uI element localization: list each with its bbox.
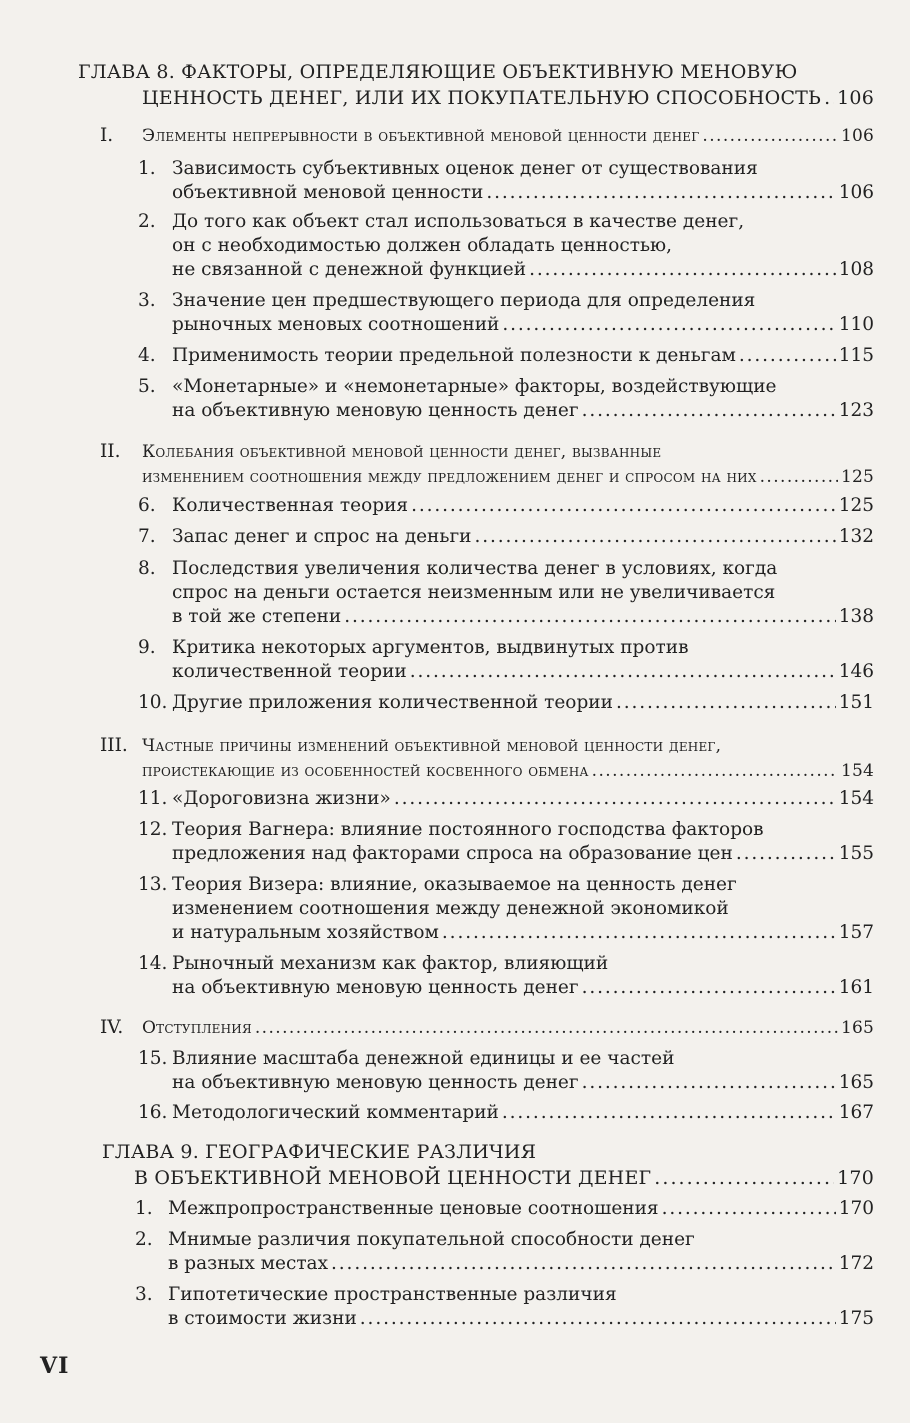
dot-leader — [529, 258, 836, 282]
section-number: 15. — [138, 1048, 168, 1069]
dot-leader — [662, 1197, 836, 1221]
section-11-entry[interactable] — [138, 787, 874, 813]
section-2-entry[interactable] — [138, 210, 874, 286]
section-number: 14. — [138, 953, 168, 974]
dot-leader — [331, 1252, 836, 1276]
entry-title-line: Рыночный механизм как фактор, влияющий — [172, 953, 609, 974]
part-number: I. — [100, 125, 114, 146]
section-4-entry[interactable] — [138, 344, 874, 370]
section-number: 1. — [138, 158, 156, 179]
page-number: 172 — [838, 1253, 874, 1274]
dot-leader — [486, 181, 835, 205]
entry-title-line: Частные причины изменений объективной меновой ценности денег, — [142, 736, 722, 756]
section-12-entry[interactable] — [138, 818, 874, 870]
entry-title-line: в стоимости жизни — [168, 1308, 357, 1329]
entry-title-line: «Монетарные» и «немонетарные» факторы, воздействующие — [172, 376, 777, 397]
section-number: 6. — [138, 495, 156, 516]
entry-title-line: Другие приложения количественной теории — [172, 692, 613, 713]
page-number: 155 — [838, 843, 874, 864]
section-9-entry[interactable] — [138, 636, 874, 688]
entry-title-line: Межпропространственные ценовые соотношения — [168, 1198, 659, 1219]
dot-leader — [824, 86, 834, 110]
dot-leader — [616, 691, 836, 715]
chapter-title-line: ГЛАВА 8. ФАКТОРЫ, ОПРЕДЕЛЯЮЩИЕ ОБЪЕКТИВНУЮ МЕНОВУЮ — [78, 61, 798, 83]
dot-leader — [411, 494, 836, 518]
dot-leader — [502, 313, 835, 337]
page-number: 123 — [838, 400, 874, 421]
entry-title-line: на объективную меновую ценность денег — [172, 1072, 579, 1093]
chapter-9-heading[interactable] — [102, 1140, 874, 1192]
page-number: 151 — [838, 692, 874, 713]
page-number: 106 — [837, 87, 874, 109]
page-number: 154 — [838, 788, 874, 809]
section-number: 10. — [138, 692, 168, 713]
section-16-entry[interactable] — [138, 1101, 874, 1127]
section-number: 5. — [138, 376, 156, 397]
dot-leader — [702, 124, 838, 148]
page-number: 170 — [837, 1167, 874, 1189]
section-number: 3. — [138, 290, 156, 311]
entry-title-line: проистекающие из особенностей косвенного обмена — [142, 761, 589, 781]
entry-title-line: на объективную меновую ценность денег — [172, 400, 579, 421]
entry-title-line: не связанной с денежной функцией — [172, 259, 527, 280]
section-number: 1. — [135, 1198, 153, 1219]
page-number: 165 — [840, 1018, 874, 1038]
page-number: 161 — [838, 977, 874, 998]
page-number: 132 — [838, 526, 874, 547]
chapter-8-heading[interactable] — [78, 60, 874, 112]
dot-leader — [582, 399, 836, 423]
dot-leader — [654, 1166, 834, 1190]
entry-title-line: изменением соотношения между предложением денег и спросом на них — [142, 467, 757, 487]
section-number: 12. — [138, 819, 168, 840]
page-number: 165 — [838, 1072, 874, 1093]
entry-title-line: изменением соотношения между денежной экономикой — [172, 898, 729, 919]
section-number: 7. — [138, 526, 156, 547]
section-7-entry[interactable] — [138, 525, 874, 551]
entry-title-line: Количественная теория — [172, 495, 409, 516]
dot-leader — [592, 759, 838, 783]
entry-title-line: Зависимость субъективных оценок денег от существования — [172, 158, 758, 179]
section-number: 2. — [135, 1229, 153, 1250]
section-number: 4. — [138, 345, 156, 366]
entry-title-line: в той же степени — [172, 606, 342, 627]
page-number: 154 — [840, 761, 874, 781]
entry-title-line: он с необходимостью должен обладать ценностью, — [172, 235, 673, 256]
entry-title-line: рыночных меновых соотношений — [172, 314, 500, 335]
dot-leader — [360, 1307, 836, 1331]
dot-leader — [736, 842, 836, 866]
entry-title-line: Влияние масштаба денежной единицы и ее частей — [172, 1048, 675, 1069]
entry-title-line: и натуральным хозяйством — [172, 922, 439, 943]
page-number: 125 — [838, 495, 874, 516]
section-14-entry[interactable] — [138, 952, 874, 1004]
entry-title-line: Мнимые различия покупательной способности денег — [168, 1229, 695, 1250]
dot-leader — [502, 1101, 836, 1125]
dot-leader — [739, 344, 836, 368]
dot-leader — [410, 660, 836, 684]
dot-leader — [474, 525, 835, 549]
page-folio: VI — [40, 1353, 70, 1379]
entry-title-line: Критика некоторых аргументов, выдвинутых против — [172, 637, 689, 658]
part-3-entry[interactable] — [100, 734, 874, 784]
page-number: 138 — [838, 606, 874, 627]
chapter-title-line: ГЛАВА 9. ГЕОГРАФИЧЕСКИЕ РАЗЛИЧИЯ — [102, 1141, 537, 1163]
page-number: 106 — [840, 126, 874, 146]
section-number: 13. — [138, 874, 168, 895]
part-number: III. — [100, 735, 128, 756]
page-number: 167 — [838, 1102, 874, 1123]
entry-title-line: Значение цен предшествующего периода для определения — [172, 290, 756, 311]
chapter-title-line: В ОБЪЕКТИВНОЙ МЕНОВОЙ ЦЕННОСТИ ДЕНЕГ — [134, 1167, 652, 1189]
dot-leader — [344, 605, 835, 629]
page-number: 170 — [838, 1198, 874, 1219]
entry-title-line: спрос на деньги остается неизменным или не увеличивается — [172, 582, 776, 603]
section-13-entry[interactable] — [138, 873, 874, 949]
section-1-entry[interactable] — [138, 157, 874, 209]
page-number: 175 — [838, 1308, 874, 1329]
chapter-title-line: ЦЕННОСТЬ ДЕНЕГ, ИЛИ ИХ ПОКУПАТЕЛЬНУЮ СПОСОБНОСТЬ — [142, 87, 822, 109]
entry-title-line: «Дороговизна жизни» — [172, 788, 391, 809]
entry-title-line: До того как объект стал использоваться в качестве денег, — [172, 211, 745, 232]
part-4-entry[interactable] — [100, 1016, 874, 1042]
entry-title-line: Колебания объективной меновой ценности денег, вызванные — [142, 442, 662, 462]
page-number: 125 — [840, 467, 874, 487]
entry-title-line: количественной теории — [172, 661, 407, 682]
part-2-entry[interactable] — [100, 440, 874, 490]
section-number: 2. — [138, 211, 156, 232]
dot-leader — [760, 465, 838, 489]
page-number: 146 — [838, 661, 874, 682]
entry-title-line: Отступления — [142, 1018, 252, 1038]
chapter-9-section-2-entry[interactable] — [135, 1228, 874, 1280]
dot-leader — [394, 787, 836, 811]
part-number: IV. — [100, 1017, 124, 1038]
part-1-entry[interactable] — [100, 124, 874, 150]
entry-title-line: Теория Вагнера: влияние постоянного господства факторов — [172, 819, 764, 840]
entry-title-line: Гипотетические пространственные различия — [168, 1284, 617, 1305]
part-number: II. — [100, 441, 121, 462]
chapter-9-section-1-entry[interactable] — [135, 1197, 874, 1223]
entry-title-line: Последствия увеличения количества денег в условиях, когда — [172, 558, 778, 579]
section-number: 11. — [138, 788, 168, 809]
entry-title-line: предложения над факторами спроса на образование цен — [172, 843, 733, 864]
section-number: 16. — [138, 1102, 168, 1123]
page-number: 110 — [838, 314, 874, 335]
section-8-entry[interactable] — [138, 557, 874, 633]
dot-leader — [255, 1016, 838, 1040]
entry-title-line: Методологический комментарий — [172, 1102, 499, 1123]
entry-title-line: объективной меновой ценности — [172, 182, 484, 203]
section-15-entry[interactable] — [138, 1047, 874, 1099]
dot-leader — [582, 976, 836, 1000]
entry-title-line: Элементы непрерывности в объективной меновой ценности денег — [142, 126, 700, 146]
entry-title-line: в разных местах — [168, 1253, 329, 1274]
page-number: 108 — [838, 259, 874, 280]
dot-leader — [442, 921, 836, 945]
section-3-entry[interactable] — [138, 289, 874, 341]
section-number: 9. — [138, 637, 156, 658]
entry-title-line: Применимость теории предельной полезности к деньгам — [172, 345, 736, 366]
entry-title-line: Теория Визера: влияние, оказываемое на ценность денег — [172, 874, 737, 895]
section-5-entry[interactable] — [138, 375, 874, 427]
section-number: 3. — [135, 1284, 153, 1305]
entry-title-line: на объективную меновую ценность денег — [172, 977, 579, 998]
page-number: 157 — [838, 922, 874, 943]
section-10-entry[interactable] — [138, 691, 874, 717]
section-number: 8. — [138, 558, 156, 579]
chapter-9-section-3-entry[interactable] — [135, 1283, 874, 1335]
section-6-entry[interactable] — [138, 494, 874, 520]
dot-leader — [582, 1071, 836, 1095]
page-number: 106 — [838, 182, 874, 203]
entry-title-line: Запас денег и спрос на деньги — [172, 526, 472, 547]
page-number: 115 — [838, 345, 874, 366]
